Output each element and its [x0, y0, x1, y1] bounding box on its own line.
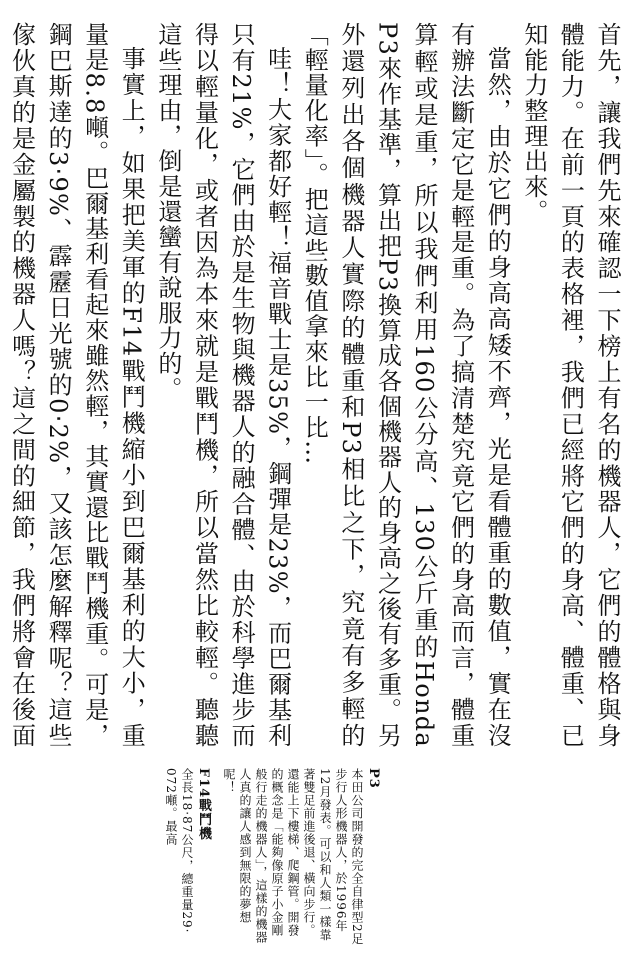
footnotes: [164, 768, 381, 948]
paragraph-4: 事實上，如果把美軍的F14戰鬥機縮小到巴爾基利的大小，重量是8.8噸。巴爾基利看起來雖然輕，其實還比戰鬥機重。可是，鋼巴斯達的3‧9%、霹靂日光號的0‧2%，又該怎麼解釋呢？這些傢伙真的是金屬製的機器人嗎？這之間的細節，我們將會在後面: [7, 22, 146, 748]
footnote-p3: [221, 768, 381, 948]
footnote-title: F14戰鬥機: [196, 768, 211, 841]
footnote-f14: [163, 768, 211, 948]
paragraph-3: 哇！大家都好輕！福音戰士是35%，鋼彈是23%，而巴爾基利只有21%，它們由於是生物與機器人的融合體、由於科學進步而得以輕量化，或者因為本來就是戰鬥機，所以當然比較輕。聽聽這些理由，倒是還蠻有說服力的。: [153, 22, 292, 748]
paragraph-2: 當然，由於它們的身高高矮不齊，光是看體重的數值，實在沒有辦法斷定它是輕是重。為了搞清楚究竟它們的身高而言，體重算輕或是重，所以我們利用160公分高、130公斤重的Honda P3來作基準，算出把P3換算成各個機器人的身高之後有多重。另外還列出各個機器人實際的體重和P3相比之下，究竟有多輕的「輕量化率」。把這些數值拿來比一比…: [300, 22, 512, 748]
footnote-body: 本田公司開發的完全自律型2足步行人形機器人，於1996年12月發表。可以和人類一樣靠著雙足前進後退、橫向步行。還能上下樓梯、爬鋼管。開發的概念是「能夠像原子小金剛般行走的機器人」，這樣的機器人真的讓人感到無限的夢想呢！: [222, 768, 364, 946]
main-body-text: [7, 22, 625, 748]
paragraph-1: 首先，讓我們先來確認一下榜上有名的機器人，它們的體格與身體能力。在前一頁的表格裡，我們已經將它們的身高、體重、已知能力整理出來。: [519, 22, 621, 748]
footnote-body: 全長18‧87公尺，總重量29‧072噸。最高: [164, 768, 194, 934]
footnote-title: P3: [366, 768, 381, 789]
